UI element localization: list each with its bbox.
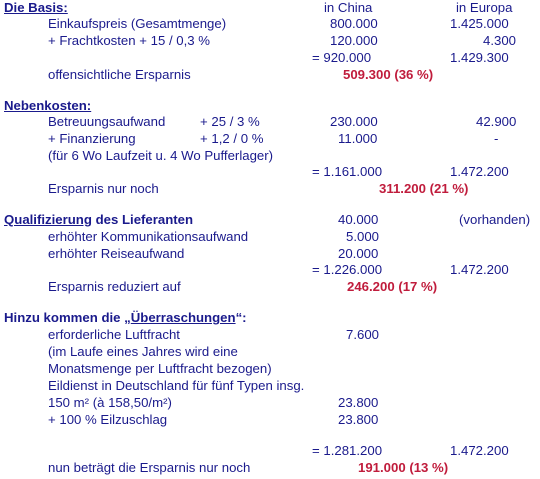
- value-betreuungsaufwand-europa: 42.900: [476, 114, 517, 129]
- value-finanzierung-china: 11.000: [338, 131, 378, 146]
- value-eilzuschlag-china: 23.800: [338, 412, 379, 427]
- value-kommunikationsaufwand-china: 5.000: [346, 229, 380, 244]
- rate-betreuungsaufwand: + 25 / 3 %: [200, 114, 260, 129]
- row-label-einkaufspreis: Einkaufspreis (Gesamtmenge): [48, 16, 227, 31]
- sum-ueberraschungen-china: = 1.281.200: [312, 443, 383, 458]
- value-einkaufspreis-europa: 1.425.000: [450, 16, 509, 31]
- column-header-europa: in Europa: [456, 0, 513, 15]
- value-reiseaufwand-china: 20.000: [338, 246, 379, 261]
- row-label-kommunikationsaufwand: erhöhter Kommunikationsaufwand: [48, 229, 249, 244]
- heading-ueberraschungen-prefix: Hinzu kommen die „: [4, 310, 131, 325]
- sum-basis-china: = 920.000: [312, 50, 372, 65]
- value-betreuungsaufwand-china: 230.000: [330, 114, 378, 129]
- value-qualifizierung-europa: (vorhanden): [459, 212, 531, 227]
- row-label-betreuungsaufwand: Betreuungsaufwand: [48, 114, 166, 129]
- value-flaeche-china: 23.800: [338, 395, 379, 410]
- sum-nebenkosten-china: = 1.161.000: [312, 164, 383, 179]
- note-laufzeit: (für 6 Wo Laufzeit u. 4 Wo Pufferlager): [48, 148, 274, 163]
- heading-ueberraschungen-underlined: Überraschungen: [130, 310, 236, 325]
- rate-finanzierung: + 1,2 / 0 %: [200, 131, 264, 146]
- section-heading-basis: Die Basis:: [4, 0, 68, 15]
- row-label-luftfracht: erforderliche Luftfracht: [48, 327, 180, 342]
- value-einkaufspreis-china: 800.000: [330, 16, 378, 31]
- label-offensichtliche-ersparnis: offensichtliche Ersparnis: [48, 67, 191, 82]
- value-ersparnis-reduziert: 246.200 (17 %): [347, 279, 438, 294]
- row-label-flaeche: 150 m² (à 158,50/m²): [48, 395, 172, 410]
- value-finanzierung-europa: -: [494, 131, 499, 146]
- note-luftfracht-line2: Monatsmenge per Luftfracht bezogen): [48, 361, 272, 376]
- section-heading-ueberraschungen: [4, 310, 247, 326]
- heading-qualifizierung-rest: des Lieferanten: [91, 212, 194, 227]
- row-label-eilzuschlag: + 100 % Eilzuschlag: [48, 412, 168, 427]
- section-heading-nebenkosten: Nebenkosten:: [4, 98, 92, 113]
- sum-nebenkosten-europa: 1.472.200: [450, 164, 509, 179]
- row-label-eildienst: Eildienst in Deutschland für fünf Typen insg.: [48, 378, 305, 393]
- sum-qualifizierung-europa: 1.472.200: [450, 262, 509, 277]
- section-heading-qualifizierung: [4, 212, 193, 228]
- note-luftfracht-line1: (im Laufe eines Jahres wird eine: [48, 344, 238, 359]
- value-offensichtliche-ersparnis: 509.300 (36 %): [343, 67, 434, 82]
- value-frachtkosten-europa: 4.300: [483, 33, 517, 48]
- value-luftfracht-china: 7.600: [346, 327, 380, 342]
- heading-ueberraschungen-suffix: “:: [235, 310, 247, 325]
- value-qualifizierung-china: 40.000: [338, 212, 379, 227]
- sum-ueberraschungen-europa: 1.472.200: [450, 443, 509, 458]
- row-label-finanzierung: + Finanzierung: [48, 131, 136, 146]
- value-ersparnis-nur-noch: 311.200 (21 %): [379, 181, 469, 196]
- value-ersparnis-final: 191.000 (13 %): [358, 460, 449, 475]
- label-ersparnis-reduziert: Ersparnis reduziert auf: [48, 279, 181, 294]
- sum-qualifizierung-china: = 1.226.000: [312, 262, 383, 277]
- label-ersparnis-nur-noch: Ersparnis nur noch: [48, 181, 159, 196]
- sum-basis-europa: 1.429.300: [450, 50, 509, 65]
- column-header-china: in China: [324, 0, 373, 15]
- value-frachtkosten-china: 120.000: [330, 33, 378, 48]
- heading-qualifizierung-underlined: Qualifizierung: [4, 212, 92, 227]
- row-label-reiseaufwand: erhöhter Reiseaufwand: [48, 246, 185, 261]
- row-label-frachtkosten: + Frachtkosten + 15 / 0,3 %: [48, 33, 211, 48]
- label-ersparnis-final: nun beträgt die Ersparnis nur noch: [48, 460, 251, 475]
